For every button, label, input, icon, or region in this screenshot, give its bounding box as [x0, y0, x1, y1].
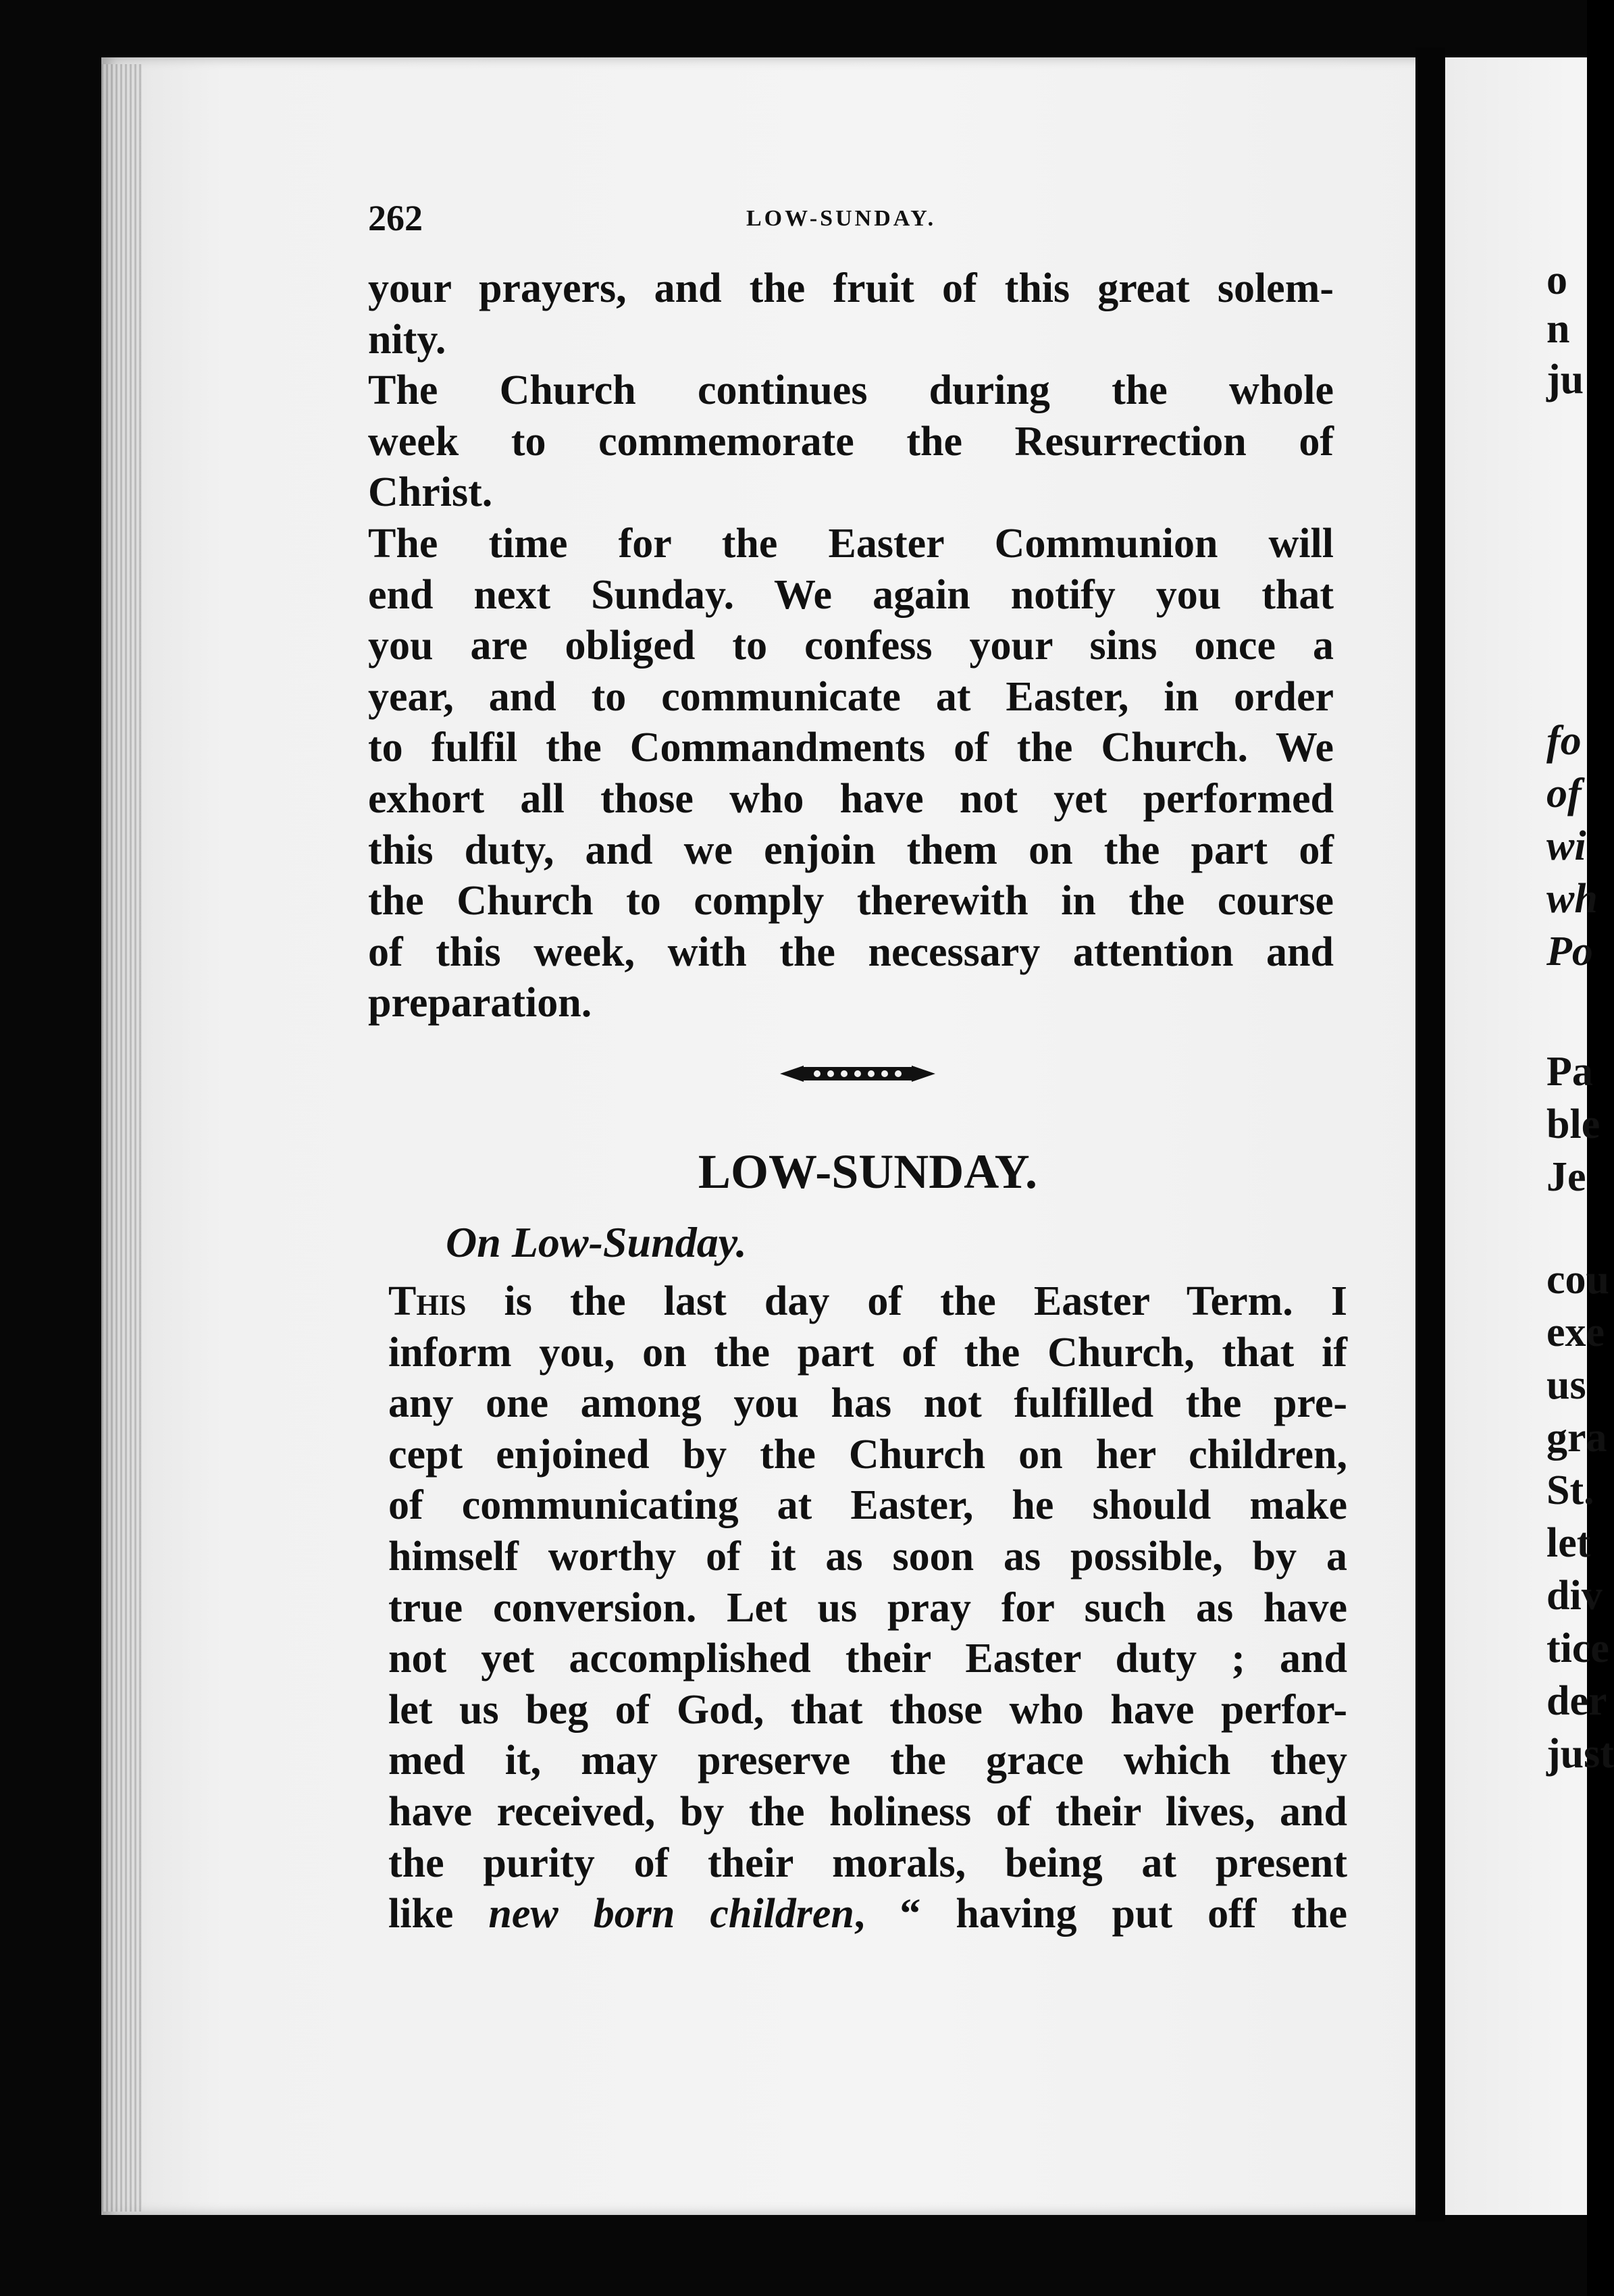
- section-title: LOW-SUNDAY.: [698, 1145, 1038, 1199]
- right-page-fragment: n: [1546, 306, 1570, 352]
- text-line-rest: is the last day of the Easter Term. I: [466, 1278, 1347, 1324]
- right-page-fragment: cou: [1546, 1257, 1609, 1303]
- text-line: [388, 1889, 1347, 1940]
- right-page-fragment: us: [1546, 1362, 1586, 1408]
- text-line: to fulfil the Commandments of the Church. We: [368, 725, 1334, 771]
- text-line-start: like: [388, 1891, 489, 1937]
- right-page-fragment: div: [1546, 1573, 1603, 1619]
- right-page-fragment: let: [1546, 1520, 1591, 1566]
- right-page-fragment: wh: [1546, 876, 1598, 922]
- body-text-section-2: [388, 1276, 1347, 1992]
- right-page-fragment: Pa: [1546, 1049, 1593, 1095]
- section-divider-ornament: [777, 1053, 939, 1094]
- right-page-fragment: wi: [1546, 823, 1586, 869]
- lead-word: This: [388, 1278, 467, 1324]
- text-line: true conversion. Let us pray for such as have: [388, 1584, 1347, 1631]
- text-line: the Church to comply therewith in the course: [368, 878, 1334, 924]
- running-head: [368, 194, 1340, 242]
- text-line: the purity of their morals, being at present: [388, 1840, 1347, 1886]
- text-line: inform you, on the part of the Church, that if: [388, 1329, 1347, 1376]
- text-line: year, and to communicate at Easter, in order: [368, 673, 1334, 720]
- running-head-title: LOW-SUNDAY.: [746, 206, 937, 231]
- text-line: have received, by the holiness of their lives, and: [388, 1788, 1347, 1835]
- right-page-fragment: Po: [1546, 929, 1593, 974]
- text-line: [388, 1276, 1347, 1328]
- text-line: end next Sunday. We again notify you that: [368, 571, 1334, 618]
- text-line: not yet accomplished their Easter duty ; and: [388, 1636, 1347, 1682]
- text-line: any one among you has not fulfilled the pre-: [388, 1380, 1347, 1427]
- text-line: exhort all those who have not yet performed: [368, 775, 1334, 822]
- right-page-fragment: exe: [1546, 1309, 1605, 1355]
- text-line: of communicating at Easter, he should make: [388, 1482, 1347, 1529]
- text-line: you are obliged to confess your sins once a: [368, 623, 1334, 669]
- text-line: Christ.: [368, 469, 493, 516]
- page-number: 262: [368, 198, 423, 238]
- right-page-fragment: der: [1546, 1678, 1607, 1724]
- right-page-fragment: just: [1546, 1731, 1614, 1777]
- section-subtitle: On Low-Sunday.: [446, 1218, 747, 1266]
- text-line: your prayers, and the fruit of this great solem-: [368, 265, 1334, 311]
- right-page-fragment: ble: [1546, 1101, 1600, 1147]
- text-line: this duty, and we enjoin them on the part of: [368, 827, 1334, 873]
- text-line: week to commemorate the Resurrection of: [368, 418, 1334, 465]
- right-page-fragment: Je: [1546, 1154, 1586, 1200]
- text-line: The Church continues during the whole: [368, 367, 1334, 414]
- text-line: cept enjoined by the Church on her children,: [388, 1431, 1347, 1478]
- text-line: of this week, with the necessary attention and: [368, 929, 1334, 975]
- right-page-fragment: gra: [1546, 1415, 1607, 1461]
- page-edge-stack: [101, 64, 142, 2212]
- right-page-fragment: o: [1546, 257, 1567, 303]
- right-page-fragment: St.: [1546, 1467, 1594, 1513]
- right-page-fragment: fo: [1546, 718, 1582, 764]
- text-line: himself worthy of it as soon as possible, by a: [388, 1533, 1347, 1580]
- text-line: med it, may preserve the grace which they: [388, 1738, 1347, 1784]
- italic-phrase: new born children: [488, 1891, 854, 1937]
- right-page-fragment: of: [1546, 771, 1582, 816]
- right-page-fragment: tice: [1546, 1625, 1609, 1671]
- text-line: preparation.: [368, 980, 592, 1026]
- book-gutter: [1415, 47, 1445, 2222]
- text-line: let us beg of God, that those who have perfor-: [388, 1686, 1347, 1733]
- right-page-fragment: ju: [1546, 357, 1584, 402]
- text-line-end: , “ having put off the: [854, 1891, 1347, 1937]
- text-line: The time for the Easter Communion will: [368, 520, 1334, 567]
- text-line: nity.: [368, 316, 446, 363]
